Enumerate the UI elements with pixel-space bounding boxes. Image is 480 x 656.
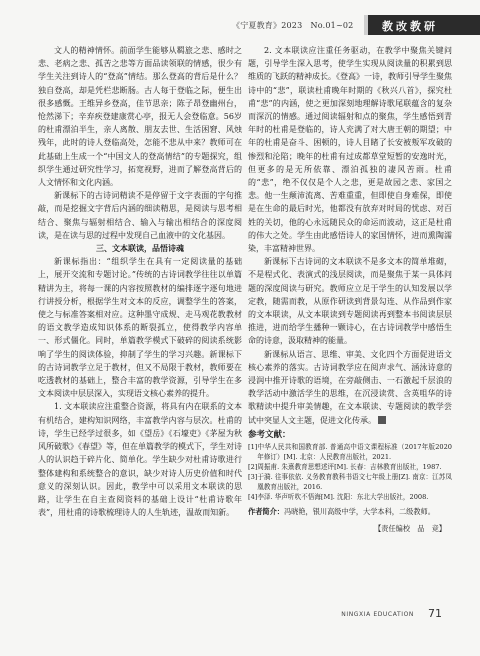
column-badge [364, 15, 480, 35]
journal-title: 《宁夏教育》2023 No.01~02 [232, 21, 354, 30]
reference-item: [2]周振甫. 朱熹教育思想述评[M]. 长春：吉林教育出版社，1987. [248, 463, 442, 472]
paragraph: 新课标下古诗词的文本联读不是多文本的简单堆砌，不是程式化、表演式的浅层阅读，而是聚焦于某一具体问题的深度阅读与研究。教师应立足于学生的认知发展以学定教，随需而教，从原作研读到背景勾连、从作品到作家的文本联读，从文本联读到专题阅读再到整本书阅读层层推进，进而给学生播种一颗诗心，在古诗词教学中感悟生命的诗意，汲取精神的能量。 [248, 257, 452, 346]
paragraph-with-end-mark [248, 348, 452, 427]
paragraph: 文人的精神情怀。前面学生能够从羁旅之悲、感时之悲、老病之悲、孤苦之悲等方面品读领联的情感，很少有学生关注到诗人的“登高”情结。那么登高的背后是什么？独自登高，却是凭栏悲断肠。古人每于登临之际，便生出很多感慨。王维异乡登高，佳节思亲；陈子昂登幽州台，怆然涕下；辛弃疾登建康赏心亭，报无人会登临意。56岁的杜甫漂泊半生，亲人离散、朋友去世、生活困窘、风烛残年，此时的诗人登临高处，怎能不悲从中来？教师可在此基础上生成一个“中国文人的登高情结”的专题探究，组织学生通过研究性学习，拓宽视野，进而了解登高背后的人文情怀和文化内涵。 [38, 46, 242, 188]
right-column [248, 44, 452, 599]
section-title: 三、文本联读，品悟诗魂 [96, 244, 184, 254]
author-text: 冯晓艳，银川高级中学，大学本科，二级教师。 [283, 507, 435, 517]
page-number: 71 [428, 607, 442, 620]
editor-note: 【责任编校 品 竞】 [374, 524, 446, 534]
author-bio [248, 505, 452, 518]
reference-item: [4]李泽. 华声听吹不悟海[M]. 沈阳：东北大学出版社，2008. [248, 493, 429, 502]
left-column [38, 44, 242, 599]
end-mark-icon [378, 416, 386, 424]
author-label: 作者简介： [248, 507, 284, 517]
footer-brand: NINGXIA EDUCATION [341, 611, 414, 618]
page-header [0, 0, 480, 40]
page-footer [242, 608, 442, 622]
reference-item: [1]中华人民共和国教育部. 普通高中语文课程标准（2017年版2020年修订）[M]. 北京：人民教育出版社，2021. [248, 443, 452, 462]
references-title: 参考文献： [248, 429, 291, 440]
reference-item: [3]于漪. 往事依依. 义务教育教科书语文七年级上册[Z]. 南京：江苏凤凰教育出版社，2016. [248, 473, 452, 492]
paragraph: 新课标下的古诗词精读不是停留于文字表面的字句推敲，而是挖掘文字背后内涵的细读精思，是阅读与思考相结合、聚焦与辐射相结合、输入与输出相结合的深度阅读，是在读与思的过程中发现自己血液中的文化基因。 [38, 191, 242, 240]
paragraph: 2. 文本联读应注重任务驱动，在教学中聚焦关键问题，引导学生深入思考，使学生实现从阅读量的积累到思维质的飞跃的精神成长。《登高》一诗，教师引导学生聚焦诗中的“悲”，联读杜甫晚年时期的《秋兴八首》，探究杜甫“悲”的内涵，使之更加深刻地理解诗歌尾联蕴含的复杂而深沉的情感。通过阅读辐射和点的聚焦，学生感悟到青年时的杜甫是登临的，诗人充满了对大唐王朝的期望；中年的杜甫是奋斗、困顿的，诗人目睹了长安被叛军攻破的惨烈和沦陷；晚年的杜甫有过成都草堂短暂的安逸时光，但更多的是无所依靠、漂泊孤独的凄风苦雨。杜甫的“悲”，绝不仅仅是个人之悲，更是故园之悲、家国之悲。他一生颠沛流离、苦难重重，但即使自身难保，即使是在生命的最后时光，他都没有放弃对时局的忧虑、对百姓的关切，他的心永远随民众的命运而波动，这正是杜甫的伟大之处。学生由此感悟诗人的家国情怀，进而熏陶濡染，丰富精神世界。 [248, 46, 452, 254]
paragraph-text: 新课标从语言、思维、审美、文化四个方面促进语文核心素养的落实。古诗词教学应在阅声求气、涵泳诗意的浸润中推开诗歌的语境，在旁敲侧击、一石激起千层浪的教学活动中激活学生的思维，在沉浸读赏、含英咀华的诗歌精读中提升审美情趣，在文本联读、专题阅读的教学尝试中突显人文主题，促进文化传承。 [248, 349, 452, 425]
paragraph: 1. 文本联读应注重整合资源，将具有内在联系的文本有机结合，建构知识网络，丰富教学内容与层次。杜甫的诗，学生已经学过很多，如《望岳》《石壕吏》《茅屋为秋风所破歌》《春望》等，但在单篇教学的模式下，学生对诗人的认识趋于碎片化、简单化。学生缺少对杜甫诗歌进行整体建构和系统整合的意识，缺少对诗人历史价值和时代意义的深刻认识。因此，教学中可以采用文本联读的思路，让学生在自主查阅资料的基础上设计“杜甫诗歌年表”，用杜甫的诗歌梳理诗人的人生轨迹，温故而知新。 [38, 402, 242, 518]
column-name: 教改教研 [382, 20, 438, 33]
paragraph: 新课标指出：“组织学生在具有一定阅读量的基础上，展开交流和专题讨论。”传统的古诗词教学往往以单篇精讲为主，将每一课的内容按照教材的编排逐字逐句地进行讲授分析，根据学生对文本的反应，调整学生的答案，使之与标准答案相对应。这种墨守成规、走马观花教教材的语文教学造成知识体系的断裂孤立，使得教学内容单一、形式僵化。同时，单篇教学模式下破碎的阅读系统影响了学生的阅读体验，抑制了学生的学习兴趣。新课标下的古诗词教学立足于教材，但又不局限于教材，教师要在吃透教材的基础上，整合丰富的教学资源，引导学生在多文本阅读中层层深入，实现语文核心素养的提升。 [38, 257, 242, 399]
